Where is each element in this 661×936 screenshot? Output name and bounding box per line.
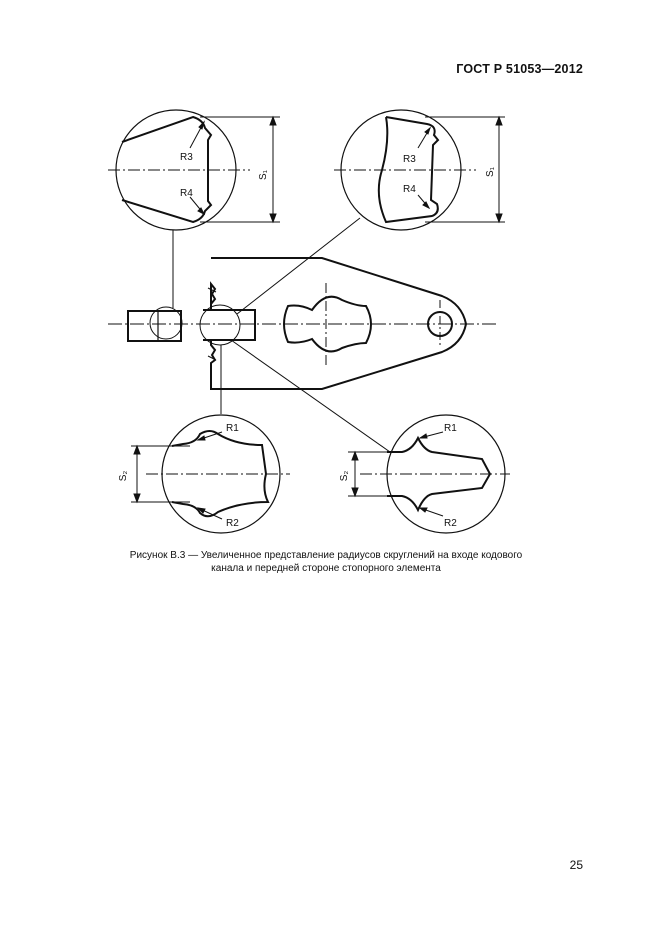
- detail-bottom-right: [231, 340, 510, 533]
- label-r1-bottom-left: R1: [226, 423, 239, 434]
- label-r2-bottom-left: R2: [226, 518, 239, 529]
- figure-caption: [116, 549, 536, 575]
- label-r2-bottom-right: R2: [444, 518, 457, 529]
- main-part: [108, 258, 498, 389]
- label-r3-top-right: R3: [403, 154, 416, 165]
- label-r3-top-left: R3: [180, 152, 193, 163]
- label-r4-top-left: R4: [180, 188, 193, 199]
- label-s1-top-left: S₁: [258, 169, 269, 181]
- label-s2-bottom-right: S₂: [339, 470, 350, 482]
- detail-top-right: [237, 110, 505, 314]
- document-header: ГОСТ Р 51053—2012: [456, 62, 583, 76]
- label-r4-top-right: R4: [403, 184, 416, 195]
- label-s1-top-right: S₁: [485, 166, 496, 178]
- detail-top-left: [108, 110, 280, 308]
- caption-line-2: канала и передней стороне стопорного элемента: [211, 563, 441, 574]
- label-s2-bottom-left: S₂: [118, 470, 129, 482]
- label-r1-bottom-right: R1: [444, 423, 457, 434]
- page-number: 25: [569, 858, 583, 872]
- caption-line-1: Рисунок В.3 — Увеличенное представление радиусов скруглений на входе кодового: [129, 550, 523, 561]
